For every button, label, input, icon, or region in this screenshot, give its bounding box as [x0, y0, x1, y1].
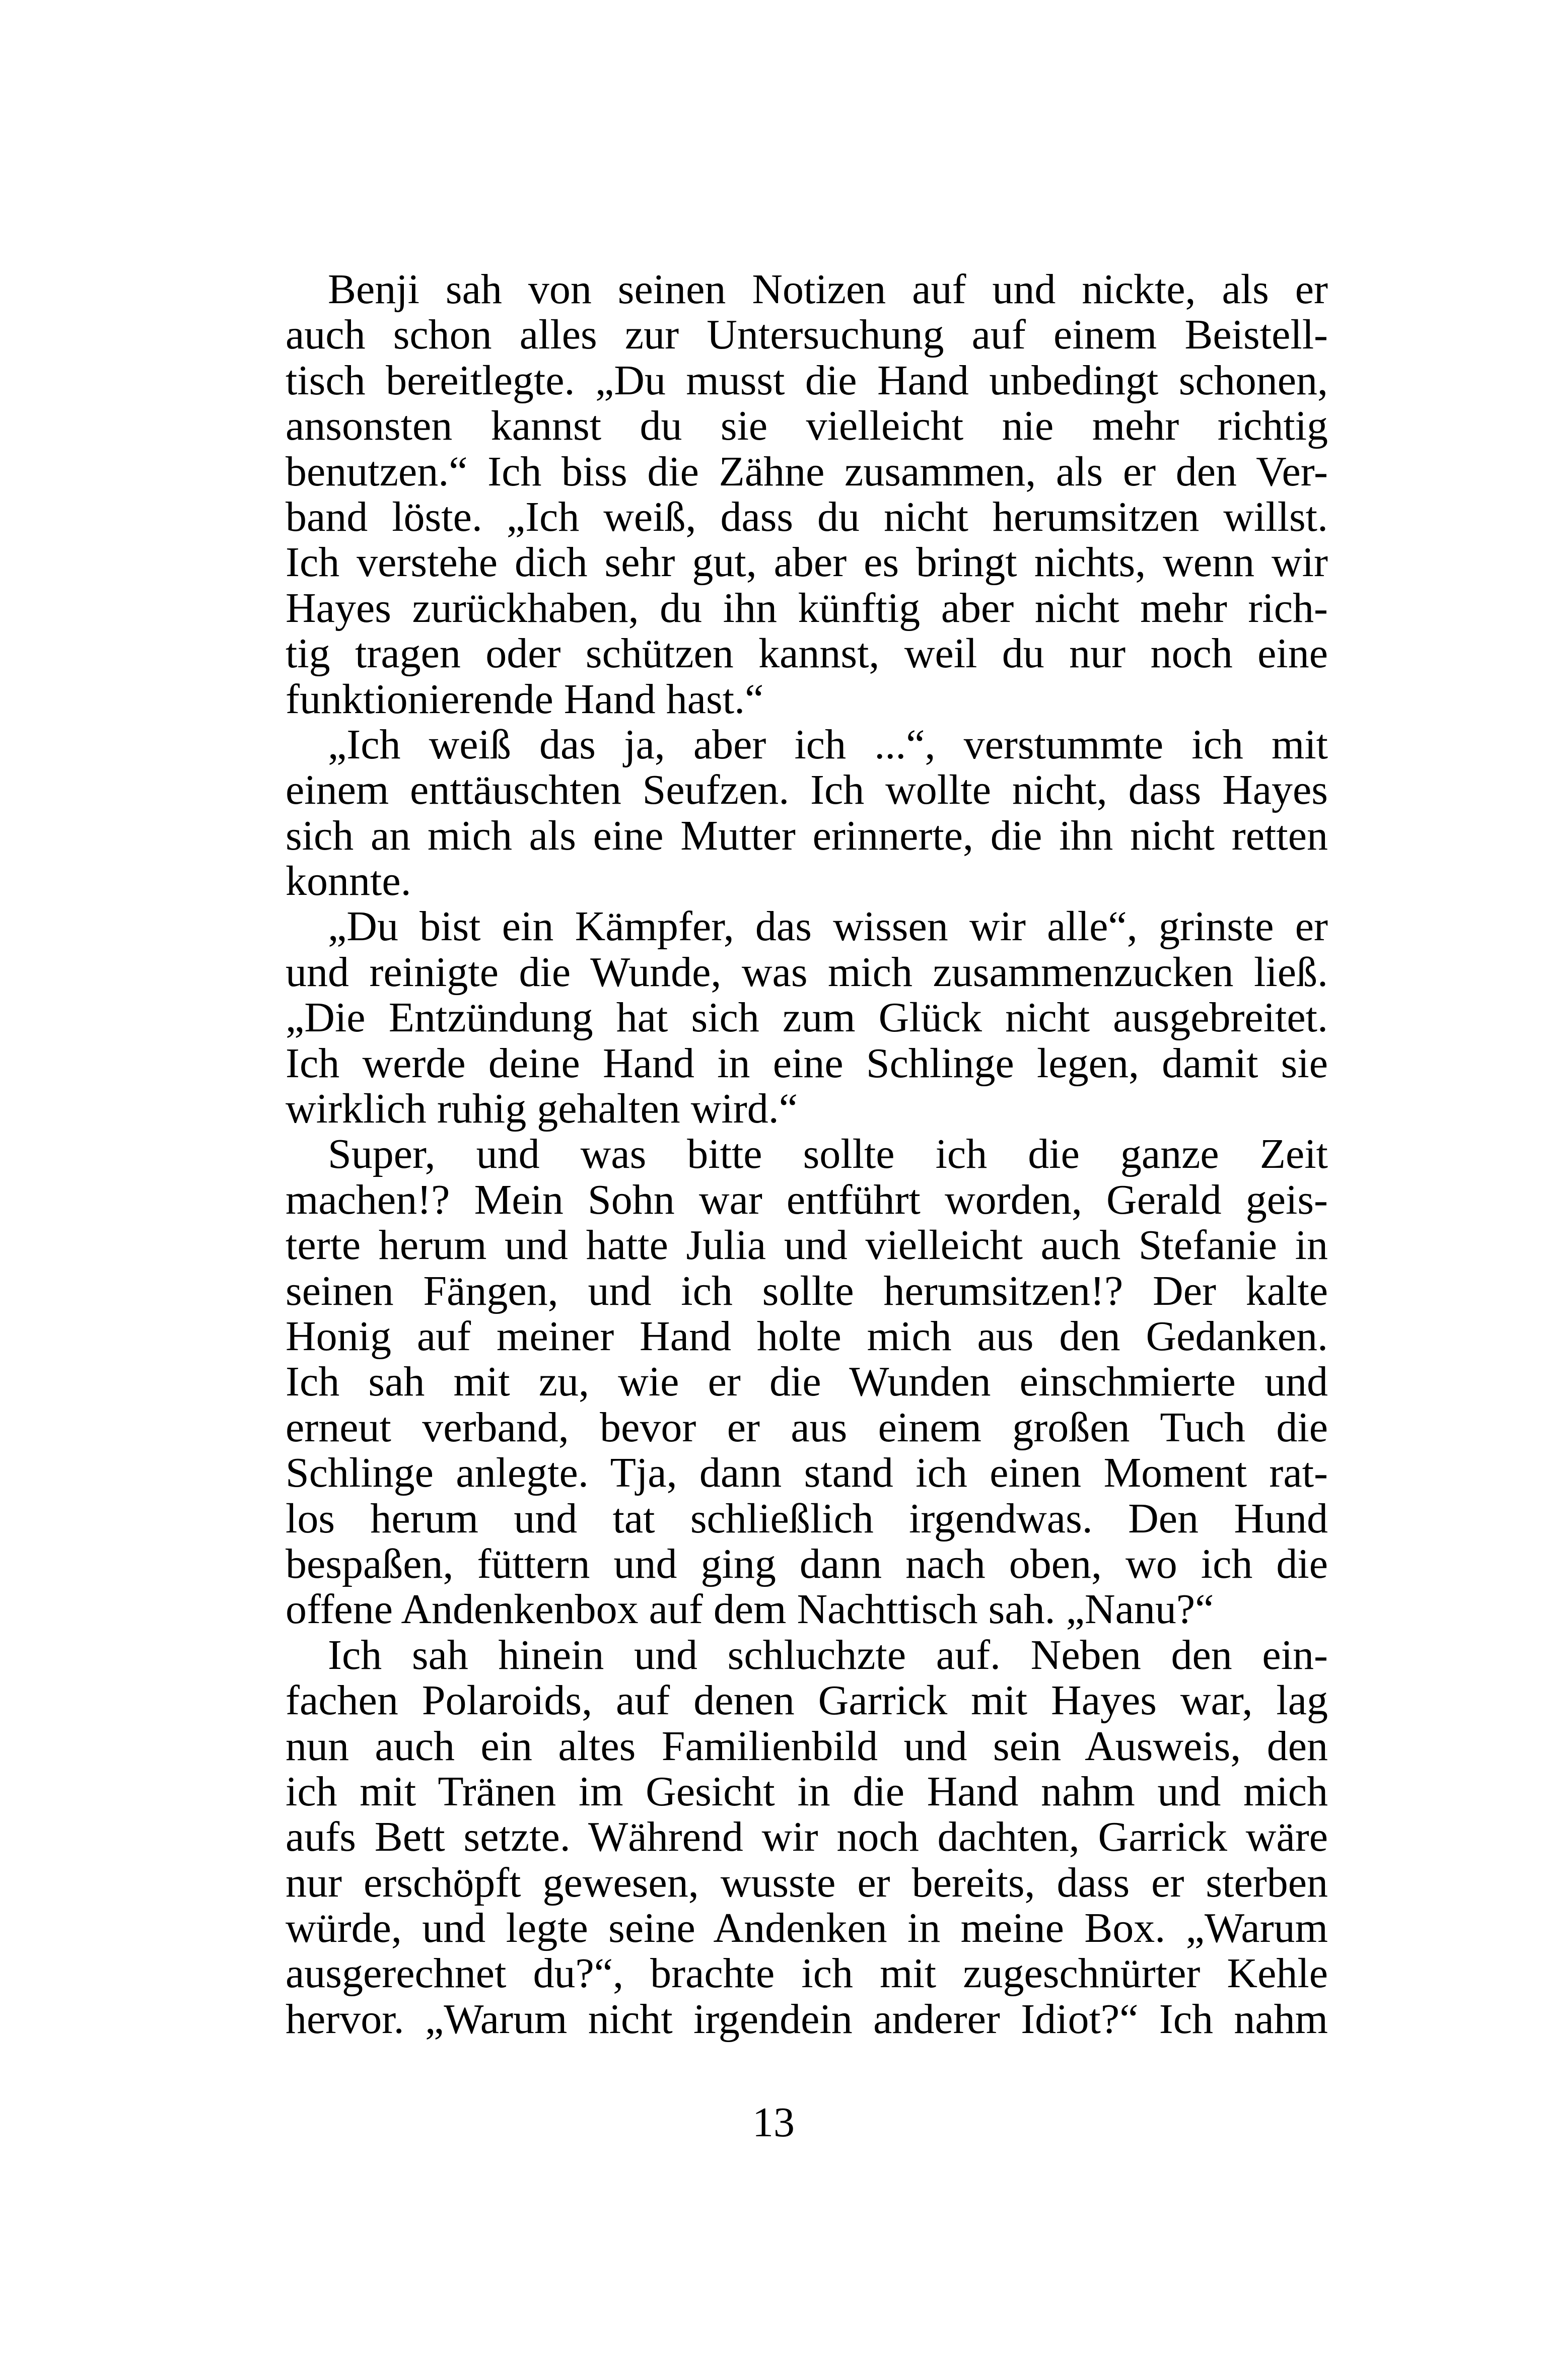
text-line: Hayes zurückhaben, du ihn künftig aber nicht mehr rich- [286, 584, 1328, 632]
text-line: „Die Entzündung hat sich zum Glück nicht ausgebreitet. [286, 994, 1328, 1041]
body-text [286, 267, 1328, 2042]
text-line: offene Andenkenbox auf dem Nachttisch sah. „Nanu?“ [286, 1586, 1214, 1633]
text-line: Super, und was bitte sollte ich die ganze Zeit [328, 1131, 1328, 1178]
text-line: ansonsten kannst du sie vielleicht nie mehr richtig [286, 402, 1328, 450]
text-line: seinen Fängen, und ich sollte herumsitzen!? Der kalte [286, 1267, 1328, 1314]
text-line: „Du bist ein Kämpfer, das wissen wir alle“, grinste er [328, 903, 1328, 950]
text-line: erneut verband, bevor er aus einem großen Tuch die [286, 1404, 1328, 1451]
text-line: Benji sah von seinen Notizen auf und nickte, als er [328, 266, 1328, 313]
text-line: ausgerechnet du?“, brachte ich mit zugeschnürter Kehle [286, 1950, 1328, 1997]
text-line: sich an mich als eine Mutter erinnerte, die ihn nicht retten [286, 812, 1328, 859]
text-line: tig tragen oder schützen kannst, weil du nur noch eine [286, 630, 1328, 677]
text-line: Ich sah hinein und schluchzte auf. Neben den ein- [328, 1631, 1328, 1678]
text-line: nur erschöpft gewesen, wusste er bereits, dass er sterben [286, 1859, 1328, 1906]
text-line: benutzen.“ Ich biss die Zähne zusammen, als er den Ver- [286, 448, 1328, 495]
text-line: ich mit Tränen im Gesicht in die Hand nahm und mich [286, 1768, 1328, 1815]
text-line: aufs Bett setzte. Während wir noch dachten, Garrick wäre [286, 1813, 1328, 1861]
text-line: hervor. „Warum nicht irgendein anderer Idiot?“ Ich nahm [286, 1995, 1328, 2043]
text-line: tisch bereitlegte. „Du musst die Hand unbedingt schonen, [286, 357, 1328, 404]
text-line: „Ich weiß das ja, aber ich ...“, verstummte ich mit [328, 721, 1328, 768]
text-line: würde, und legte seine Andenken in meine Box. „Warum [286, 1905, 1328, 1952]
text-line: terte herum und hatte Julia und vielleicht auch Stefanie in [286, 1222, 1328, 1269]
text-line: Schlinge anlegte. Tja, dann stand ich einen Moment rat- [286, 1449, 1328, 1497]
text-line: konnte. [286, 858, 411, 905]
text-line: und reinigte die Wunde, was mich zusammenzucken ließ. [286, 948, 1328, 996]
text-line: Ich werde deine Hand in eine Schlinge legen, damit sie [286, 1039, 1328, 1087]
text-line: funktionierende Hand hast.“ [286, 675, 764, 723]
text-line: einem enttäuschten Seufzen. Ich wollte nicht, dass Hayes [286, 766, 1328, 814]
text-line: Ich verstehe dich sehr gut, aber es bringt nichts, wenn wir [286, 539, 1328, 586]
page-number: 13 [752, 2099, 795, 2146]
text-line: bespaßen, füttern und ging dann nach oben, wo ich die [286, 1540, 1328, 1587]
text-line: band löste. „Ich weiß, dass du nicht herumsitzen willst. [286, 493, 1328, 540]
text-line: wirklich ruhig gehalten wird.“ [286, 1085, 798, 1133]
text-line: Ich sah mit zu, wie er die Wunden einschmierte und [286, 1358, 1328, 1406]
text-line: fachen Polaroids, auf denen Garrick mit Hayes war, lag [286, 1677, 1328, 1724]
text-line: los herum und tat schließlich irgendwas. Den Hund [286, 1495, 1328, 1542]
text-line: nun auch ein altes Familienbild und sein Ausweis, den [286, 1722, 1328, 1770]
text-line: machen!? Mein Sohn war entführt worden, Gerald geis- [286, 1176, 1328, 1223]
text-line: auch schon alles zur Untersuchung auf einem Beistell- [286, 311, 1328, 359]
text-line: Honig auf meiner Hand holte mich aus den Gedanken. [286, 1312, 1328, 1360]
